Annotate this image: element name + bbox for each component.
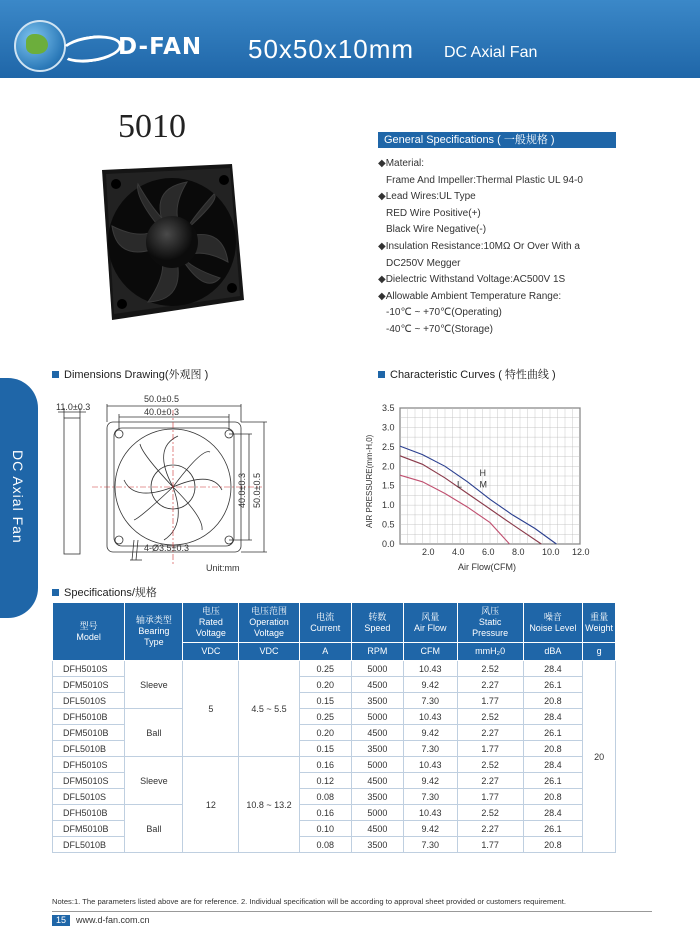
current-cell: 0.25 <box>299 709 351 725</box>
dimensions-title-text: Dimensions Drawing(外观图 ) <box>64 369 209 381</box>
current-cell: 0.10 <box>299 821 351 837</box>
page-subtitle: DC Axial Fan <box>444 44 538 61</box>
header-banner <box>0 0 700 78</box>
characteristic-curves-chart <box>340 398 600 578</box>
x-tick-label: 12.0 <box>572 547 590 557</box>
bearing-cell: Sleeve <box>125 661 183 709</box>
pressure-cell: 2.27 <box>457 821 523 837</box>
y-tick-label: 2.5 <box>382 441 395 452</box>
vertical-outer-label: 50.0±0.5 <box>252 473 262 508</box>
curves-section-title <box>378 366 556 382</box>
speed-cell: 4500 <box>351 725 403 741</box>
brand-name: D-FAN <box>118 34 203 60</box>
general-specs-title: General Specifications ( 一般规格 ) <box>378 132 616 148</box>
x-tick-label: 6.0 <box>482 547 495 557</box>
model-cell: DFH5010B <box>53 709 125 725</box>
noise-cell: 28.4 <box>523 661 583 677</box>
model-cell: DFH5010S <box>53 757 125 773</box>
speed-cell: 5000 <box>351 757 403 773</box>
noise-cell: 20.8 <box>523 693 583 709</box>
pressure-cell: 2.27 <box>457 725 523 741</box>
rated-voltage-cell: 5 <box>183 661 239 757</box>
noise-cell: 28.4 <box>523 709 583 725</box>
current-cell: 0.16 <box>299 757 351 773</box>
airflow-cell: 9.42 <box>403 821 457 837</box>
unit-cell: A <box>299 643 351 661</box>
speed-cell: 3500 <box>351 789 403 805</box>
bearing-cell: Ball <box>125 805 183 853</box>
airflow-cell: 10.43 <box>403 661 457 677</box>
holes-dimension-label: 4-Ø3.5±0.3 <box>144 543 189 553</box>
airflow-cell: 10.43 <box>403 709 457 725</box>
speed-cell: 5000 <box>351 709 403 725</box>
header-noise: 噪音 Noise Level <box>523 603 583 643</box>
airflow-cell: 7.30 <box>403 837 457 853</box>
bullet-square-icon <box>52 589 59 596</box>
header-rated-voltage: 电压 Rated Voltage <box>183 603 239 643</box>
airflow-cell: 9.42 <box>403 773 457 789</box>
model-cell: DFM5010S <box>53 773 125 789</box>
curve-label: L <box>457 479 463 490</box>
header-current: 电流 Current <box>299 603 351 643</box>
model-cell: DFH5010S <box>53 661 125 677</box>
model-number: 5010 <box>118 108 186 145</box>
spec-line: Black Wire Negative(-) <box>386 224 487 236</box>
pressure-cell: 1.77 <box>457 837 523 853</box>
speed-cell: 3500 <box>351 837 403 853</box>
x-tick-label: 2.0 <box>422 547 435 557</box>
outer-width-dimension-label: 50.0±0.5 <box>144 394 179 404</box>
current-cell: 0.15 <box>299 741 351 757</box>
current-cell: 0.20 <box>299 725 351 741</box>
airflow-cell: 7.30 <box>403 789 457 805</box>
speed-cell: 3500 <box>351 741 403 757</box>
general-specs-list <box>378 156 583 339</box>
header-speed: 转数 Speed <box>351 603 403 643</box>
swoosh-logo-icon <box>58 32 123 66</box>
spec-line: Frame And Impeller:Thermal Plastic UL 94-0 <box>386 174 583 186</box>
noise-cell: 28.4 <box>523 757 583 773</box>
table-row <box>53 805 616 821</box>
bearing-cell: Sleeve <box>125 757 183 805</box>
unit-cell: RPM <box>351 643 403 661</box>
operation-voltage-cell: 10.8 ~ 13.2 <box>239 757 299 853</box>
spec-line: ◆Allowable Ambient Temperature Range: <box>378 290 562 302</box>
header-airflow: 风量 Air Flow <box>403 603 457 643</box>
unit-cell: g <box>583 643 616 661</box>
pressure-cell: 2.52 <box>457 805 523 821</box>
pressure-cell: 1.77 <box>457 741 523 757</box>
current-cell: 0.25 <box>299 661 351 677</box>
y-tick-label: 2.0 <box>382 461 395 472</box>
specs-title-text: Specifications/规格 <box>64 587 157 599</box>
curves-title-text: Characteristic Curves ( 特性曲线 ) <box>390 369 556 381</box>
model-cell: DFL5010B <box>53 837 125 853</box>
hole-spacing-dimension-label: 40.0±0.3 <box>144 407 179 417</box>
y-tick-label: 1.5 <box>382 480 395 491</box>
page-number: 15 <box>52 915 70 926</box>
noise-cell: 20.8 <box>523 789 583 805</box>
x-tick-label: 10.0 <box>542 547 560 557</box>
pressure-cell: 2.27 <box>457 677 523 693</box>
model-cell: DFL5010S <box>53 693 125 709</box>
y-tick-label: 1.0 <box>382 500 395 511</box>
noise-cell: 26.1 <box>523 773 583 789</box>
globe-logo-icon <box>14 20 66 72</box>
curve-label: H <box>479 467 486 478</box>
pressure-cell: 2.52 <box>457 661 523 677</box>
pressure-cell: 1.77 <box>457 693 523 709</box>
curve-h <box>400 446 556 544</box>
model-cell: DFM5010B <box>53 725 125 741</box>
pressure-cell: 2.52 <box>457 709 523 725</box>
spec-line: ◆Insulation Resistance:10MΩ Or Over With a <box>378 240 580 252</box>
weight-cell: 20 <box>583 661 616 853</box>
current-cell: 0.20 <box>299 677 351 693</box>
current-cell: 0.12 <box>299 773 351 789</box>
thickness-dimension-label: 11.0±0.3 <box>56 402 91 412</box>
x-tick-label: 4.0 <box>452 547 465 557</box>
unit-cell: VDC <box>183 643 239 661</box>
curve-label: M <box>479 479 487 490</box>
pressure-cell: 2.27 <box>457 773 523 789</box>
noise-cell: 28.4 <box>523 805 583 821</box>
website-url: www.d-fan.com.cn <box>76 915 150 925</box>
spec-line: -10℃ ~ +70℃(Operating) <box>386 307 502 319</box>
airflow-cell: 7.30 <box>403 741 457 757</box>
y-tick-label: 0.5 <box>382 519 395 530</box>
table-row <box>53 709 616 725</box>
current-cell: 0.15 <box>299 693 351 709</box>
fan-photo <box>82 160 250 328</box>
specs-section-title <box>52 584 157 600</box>
noise-cell: 26.1 <box>523 821 583 837</box>
airflow-cell: 10.43 <box>403 757 457 773</box>
current-cell: 0.08 <box>299 789 351 805</box>
spec-line: ◆Material: <box>378 158 425 169</box>
unit-cell: VDC <box>239 643 299 661</box>
x-tick-label: 8.0 <box>512 547 525 557</box>
noise-cell: 26.1 <box>523 725 583 741</box>
bearing-cell: Ball <box>125 709 183 757</box>
current-cell: 0.16 <box>299 805 351 821</box>
page-title: 50x50x10mm <box>248 34 415 64</box>
operation-voltage-cell: 4.5 ~ 5.5 <box>239 661 299 757</box>
dimensions-section-title <box>52 366 208 382</box>
noise-cell: 26.1 <box>523 677 583 693</box>
airflow-cell: 9.42 <box>403 725 457 741</box>
current-cell: 0.08 <box>299 837 351 853</box>
spec-line: -40℃ ~ +70℃(Storage) <box>386 323 493 335</box>
y-axis-label: AIR PRESSURE(mm-H,0) <box>365 434 374 528</box>
header-weight: 重量 Weight <box>583 603 616 643</box>
header-pressure: 风压 Static Pressure <box>457 603 523 643</box>
speed-cell: 5000 <box>351 661 403 677</box>
x-axis-label: Air Flow(CFM) <box>458 562 516 572</box>
vertical-hole-spacing-label: 40.0±0.3 <box>237 473 247 508</box>
spec-line: ◆Lead Wires:UL Type <box>378 191 476 203</box>
spec-line: DC250V Megger <box>386 257 461 269</box>
y-tick-label: 3.5 <box>382 403 395 413</box>
pressure-cell: 2.52 <box>457 757 523 773</box>
spec-line: ◆Dielectric Withstand Voltage:AC500V 1S <box>378 274 566 286</box>
unit-label: Unit:mm <box>206 563 240 573</box>
unit-cell: CFM <box>403 643 457 661</box>
model-cell: DFL5010S <box>53 789 125 805</box>
notes: Notes:1. The parameters listed above are for reference. 2. Individual specification will be according to approval sheet provided or customers requirement. <box>52 897 566 906</box>
speed-cell: 5000 <box>351 805 403 821</box>
noise-cell: 20.8 <box>523 741 583 757</box>
spec-line: RED Wire Positive(+) <box>386 207 481 219</box>
model-cell: DFH5010B <box>53 805 125 821</box>
airflow-cell: 7.30 <box>403 693 457 709</box>
rated-voltage-cell: 12 <box>183 757 239 853</box>
header-operation-voltage: 电压范围 Operation Voltage <box>239 603 299 643</box>
speed-cell: 4500 <box>351 677 403 693</box>
speed-cell: 3500 <box>351 693 403 709</box>
bullet-square-icon <box>378 371 385 378</box>
airflow-cell: 9.42 <box>403 677 457 693</box>
speed-cell: 4500 <box>351 773 403 789</box>
table-row <box>53 757 616 773</box>
y-tick-label: 0.0 <box>382 539 395 549</box>
table-row <box>53 661 616 677</box>
model-cell: DFL5010B <box>53 741 125 757</box>
specifications-table <box>52 602 616 853</box>
unit-cell: mmH₂0 <box>457 643 523 661</box>
noise-cell: 20.8 <box>523 837 583 853</box>
unit-cell: dBA <box>523 643 583 661</box>
airflow-cell: 10.43 <box>403 805 457 821</box>
pressure-cell: 1.77 <box>457 789 523 805</box>
footer-divider <box>52 911 652 912</box>
dimensions-drawing <box>52 390 302 580</box>
model-cell: DFM5010S <box>53 677 125 693</box>
model-cell: DFM5010B <box>53 821 125 837</box>
side-tab-label: DC Axial Fan <box>10 450 26 544</box>
side-tab <box>0 378 38 618</box>
bullet-square-icon <box>52 371 59 378</box>
speed-cell: 4500 <box>351 821 403 837</box>
y-tick-label: 3.0 <box>382 422 395 433</box>
header-bearing: 轴承类型 Bearing Type <box>125 603 183 661</box>
header-model: 型号 Model <box>53 603 125 661</box>
